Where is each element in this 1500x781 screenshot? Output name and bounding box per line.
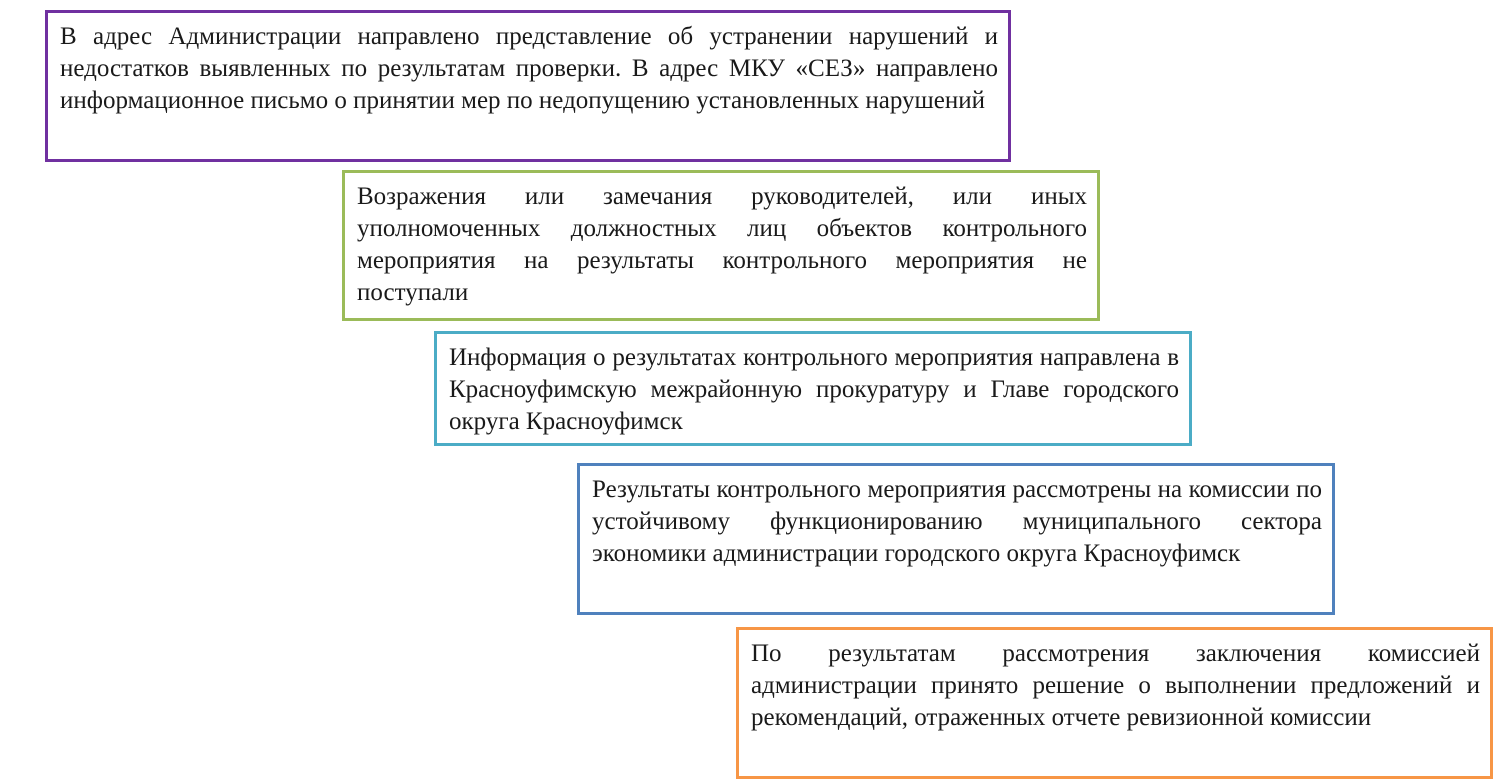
step-box-1 xyxy=(45,10,1011,162)
step-box-4 xyxy=(577,463,1335,615)
step-text-5: По результатам рассмотрения заключения комиссией администрации принято решение о выполнении предложений и рекомендаций, отраженных отчете ревизионной комиссии xyxy=(751,640,1480,731)
step-box-2 xyxy=(342,170,1100,321)
step-text-1: В адрес Администрации направлено представление об устранении нарушений и недостатков выявленных по результатам проверки. В адрес МКУ «СЕЗ» направлено информационное письмо о принятии мер по недопущению установленных нарушений xyxy=(60,23,998,114)
step-text-4: Результаты контрольного мероприятия рассмотрены на комиссии по устойчивому функционированию муниципального сектора экономики администрации городского округа Красноуфимск xyxy=(592,476,1322,567)
step-box-3 xyxy=(434,331,1192,446)
step-text-2: Возражения или замечания руководителей, или иных уполномоченных должностных лиц объектов контрольного мероприятия на результаты контрольного мероприятия не поступали xyxy=(357,183,1087,306)
step-text-3: Информация о результатах контрольного мероприятия направлена в Красноуфимскую межрайонную прокуратуру и Главе городского округа Красноуфимск xyxy=(449,344,1179,435)
step-box-5 xyxy=(736,627,1493,779)
